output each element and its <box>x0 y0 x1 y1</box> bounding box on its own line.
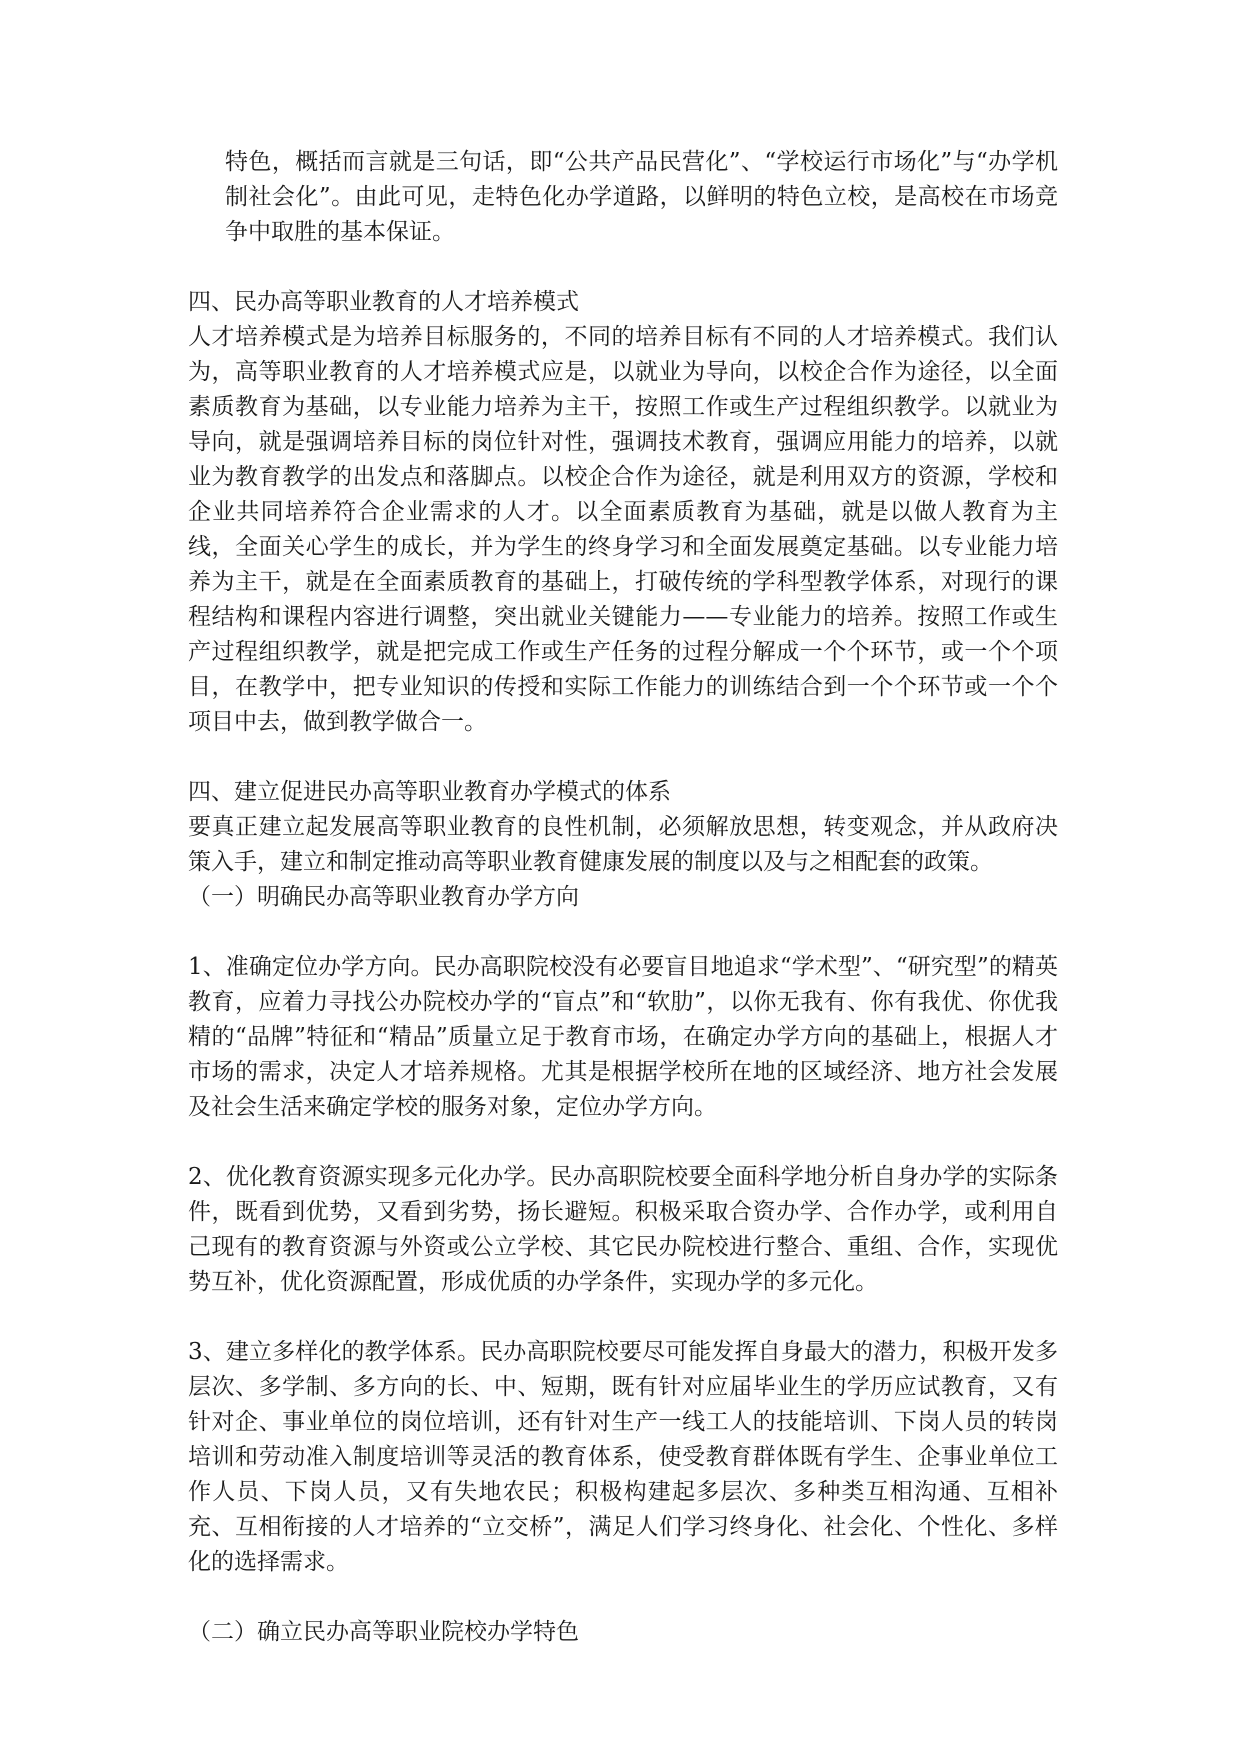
spacer <box>188 1580 1058 1615</box>
spacer <box>188 915 1058 950</box>
item1-paragraph: 1、准确定位办学方向。民办高职院校没有必要盲目地追求“学术型”、“研究型”的精英教育，应着力寻找公办院校办学的“盲点”和“软肋”，以你无我有、你有我优、你优我精的“品牌”特征和“精品”质量立足于教育市场，在确定办学方向的基础上，根据人才市场的需求，决定人才培养规格。尤其是根据学校所在地的区域经济、地方社会发展及社会生活来确定学校的服务对象，定位办学方向。 <box>188 954 1058 1120</box>
sub1-heading: （一）明确民办高等职业教育办学方向 <box>188 884 579 910</box>
item2-paragraph: 2、优化教育资源实现多元化办学。民办高职院校要全面科学地分析自身办学的实际条件，既看到优势，又看到劣势，扬长避短。积极采取合资办学、合作办学，或利用自己现有的教育资源与外资或公立学校、其它民办院校进行整合、重组、合作，实现优势互补，优化资源配置，形成优质的办学条件，实现办学的多元化。 <box>188 1164 1058 1295</box>
item3-paragraph: 3、建立多样化的教学体系。民办高职院校要尽可能发挥自身最大的潜力，积极开发多层次、多学制、多方向的长、中、短期，既有针对应届毕业生的学历应试教育，又有针对企、事业单位的岗位培训，还有针对生产一线工人的技能培训、下岗人员的转岗培训和劳动准入制度培训等灵活的教育体系，使受教育群体既有学生、企事业单位工作人员、下岗人员，又有失地农民；积极构建起多层次、多种类互相沟通、互相补充、互相衔接的人才培养的“立交桥”，满足人们学习终身化、社会化、个性化、多样化的选择需求。 <box>188 1339 1058 1575</box>
spacer <box>188 1300 1058 1335</box>
section4-heading: 四、民办高等职业教育的人才培养模式 <box>188 289 579 315</box>
spacer <box>188 1125 1058 1160</box>
spacer <box>188 250 1058 285</box>
document-page <box>188 145 1058 1650</box>
intro-paragraph: 特色，概括而言就是三句话，即“公共产品民营化”、“学校运行市场化”与“办学机制社会化”。由此可见，走特色化办学道路，以鲜明的特色立校，是高校在市场竞争中取胜的基本保证。 <box>225 149 1058 245</box>
spacer <box>188 740 1058 775</box>
section4b-heading: 四、建立促进民办高等职业教育办学模式的体系 <box>188 779 671 805</box>
sub2-heading: （二）确立民办高等职业院校办学特色 <box>188 1619 579 1645</box>
intro-block <box>225 145 1058 250</box>
section4-paragraph: 人才培养模式是为培养目标服务的，不同的培养目标有不同的人才培养模式。我们认为，高等职业教育的人才培养模式应是，以就业为导向，以校企合作为途径，以全面素质教育为基础，以专业能力培养为主干，按照工作或生产过程组织教学。以就业为导向，就是强调培养目标的岗位针对性，强调技术教育，强调应用能力的培养，以就业为教育教学的出发点和落脚点。以校企合作为途径，就是利用双方的资源，学校和企业共同培养符合企业需求的人才。以全面素质教育为基础，就是以做人教育为主线，全面关心学生的成长，并为学生的终身学习和全面发展奠定基础。以专业能力培养为主干，就是在全面素质教育的基础上，打破传统的学科型教学体系，对现行的课程结构和课程内容进行调整，突出就业关键能力——专业能力的培养。按照工作或生产过程组织教学，就是把完成工作或生产任务的过程分解成一个个环节，或一个个项目，在教学中，把专业知识的传授和实际工作能力的训练结合到一个个环节或一个个项目中去，做到教学做合一。 <box>188 324 1058 735</box>
section4b-paragraph: 要真正建立起发展高等职业教育的良性机制，必须解放思想，转变观念，并从政府决策入手，建立和制定推动高等职业教育健康发展的制度以及与之相配套的政策。 <box>188 814 1058 875</box>
